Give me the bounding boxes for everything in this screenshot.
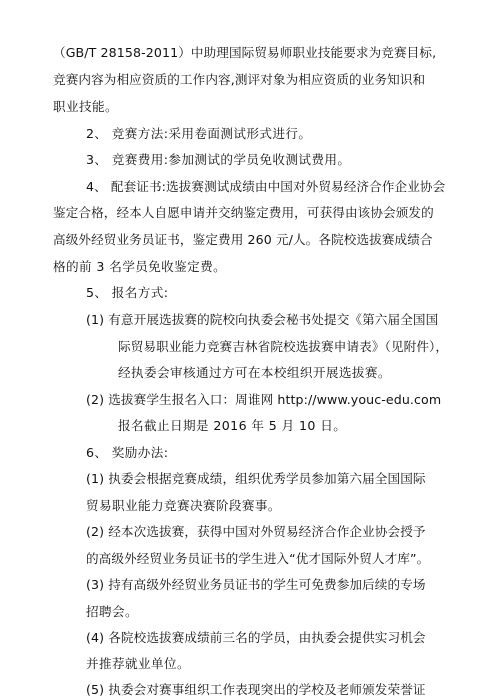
text-line: 并推荐就业单位。 xyxy=(86,656,190,671)
text-line: 经执委会审核通过方可在本校组织开展选拔赛。 xyxy=(118,365,391,380)
text-line: 高级外经贸业务员证书，鉴定费用 260 元/人。各院校选拔赛成绩合 xyxy=(53,232,433,247)
text-line: 职业技能。 xyxy=(53,99,118,114)
text-line: 招聘会。 xyxy=(86,604,138,619)
text-line: (5) 执委会对赛事组织工作表现突出的学校及老师颁发荣誉证 xyxy=(86,682,426,697)
text-line: 竞赛内容为相应资质的工作内容,测评对象为相应资质的业务知识和 xyxy=(53,72,426,87)
text-line: (2) 经本次选拔赛，获得中国对外贸易经济合作企业协会授予 xyxy=(86,524,426,539)
text-line: (3) 持有高级外经贸业务员证书的学生可免费参加后续的专场 xyxy=(86,577,426,592)
text-line: (2) 选拔赛学生报名入口：周谁网 http://www.youc-edu.com xyxy=(86,392,442,407)
text-line: (4) 各院校选拔赛成绩前三名的学员，由执委会提供实习机会 xyxy=(86,630,426,645)
text-line: （GB/T 28158-2011）中助理国际贸易师职业技能要求为竞赛目标, xyxy=(53,45,437,60)
text-line: 的高级外经贸业务员证书的学生进入“优才国际外贸人才库”。 xyxy=(86,551,430,566)
text-line: 贸易职业能力竞赛决赛阶段赛事。 xyxy=(86,498,281,513)
text-line: 2、 竞赛方法:采用卷面测试形式进行。 xyxy=(86,126,312,141)
text-line: (1) 有意开展选拔赛的院校向执委会秘书处提交《第六届全国国 xyxy=(86,312,439,327)
text-line: (1) 执委会根据竞赛成绩，组织优秀学员参加第六届全国国际 xyxy=(86,471,426,486)
text-line: 4、 配套证书:选拔赛测试成绩由中国对外贸易经济合作企业协会 xyxy=(86,179,446,194)
text-line: 鉴定合格，经本人自愿申请并交纳鉴定费用，可获得由该协会颁发的 xyxy=(53,205,434,220)
text-line: 报名截止日期是 2016 年 5 月 10 日。 xyxy=(118,418,347,433)
text-line: 格的前 3 名学员免收鉴定费。 xyxy=(53,259,227,274)
text-line: 3、 竞赛费用:参加测试的学员免收测试费用。 xyxy=(86,152,351,167)
text-line: 6、 奖励办法: xyxy=(86,445,169,460)
text-line: 际贸易职业能力竞赛吉林省院校选拔赛申请表》（见附件）， xyxy=(118,339,449,354)
text-line: 5、 报名方式: xyxy=(86,285,169,300)
